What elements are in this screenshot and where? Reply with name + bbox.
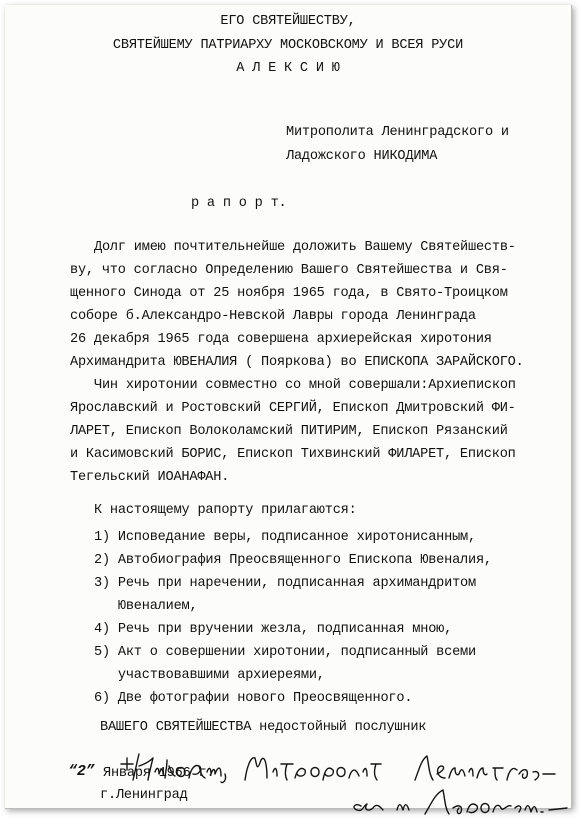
attachment-item: 5) Акт о совершении хиротонии, подписанный всеми — [94, 645, 476, 660]
attachment-item: 3) Речь при наречении, подписанная архимандритом — [94, 576, 476, 591]
closing-line: ВАШЕГО СВЯТЕЙШЕСТВА недостойный послушник — [100, 720, 427, 735]
place-text: г.Ленинград — [100, 788, 188, 803]
date-day: “2” — [68, 763, 95, 780]
sender-line-1: Митрополита Ленинградского и — [286, 125, 509, 140]
paragraph-1-line: соборе б.Александро-Невской Лавры города Ленинграда — [70, 309, 476, 324]
attachment-item: 4) Речь при вручении жезла, подписанная мною, — [94, 622, 453, 637]
attachment-item: участвовавшими архиереями, — [94, 668, 325, 683]
paragraph-1-line: Долг имею почтительнейше доложить Вашему Святейшеств- — [94, 240, 516, 255]
sender-line-2: Ладожского НИКОДИМА — [286, 149, 438, 164]
paragraph-2-line: и Касимовский БОРИС, Епископ Тихвинский ФИЛАРЕТ, Епископ — [70, 447, 516, 462]
handwritten-signature — [115, 750, 575, 820]
paragraph-2-line: Чин хиротонии совместно со мной совершали:Архиепископ — [94, 378, 516, 393]
attachment-item: 1) Исповедание веры, подписанное хиротонисанным, — [94, 530, 476, 545]
paragraph-2-line: Тегельский ИОАНАФАН. — [70, 470, 230, 485]
addressee-line-2: СВЯТЕЙШЕМУ ПАТРИАРХУ МОСКОВСКОМУ И ВСЕЯ РУСИ — [112, 38, 464, 53]
addressee-line-3: А Л Е К С И Ю — [236, 61, 340, 76]
signature-scribble — [115, 750, 575, 820]
attachment-item: Ювеналием, — [94, 599, 198, 614]
paragraph-1-line: Архимандрита ЮВЕНАЛИЯ ( Пояркова) во ЕПИСКОПА ЗАРАЙСКОГО. — [70, 355, 524, 370]
paragraph-1-line: ву, что согласно Определению Вашего Святейшества и Свя- — [70, 263, 508, 278]
paragraph-1-line: щенного Синода от 25 ноября 1965 года, в Свято-Троицком — [70, 286, 508, 301]
paragraph-2-line: ЛАРЕТ, Епископ Волоколамский ПИТИРИМ, Епископ Рязанский — [70, 424, 508, 439]
date-day-number: 2 — [76, 763, 86, 780]
paragraph-1-line: 26 декабря 1965 года совершена архиерейская хиротония — [70, 332, 492, 347]
attachment-item: 2) Автобиография Преосвященного Епископа Ювеналия, — [94, 553, 492, 568]
attachment-item: 6) Две фотографии нового Преосвященного. — [94, 691, 413, 706]
attachments-intro: К настоящему рапорту прилагаются: — [94, 503, 357, 518]
date-text: Января 1966 г. — [103, 766, 215, 781]
document-page — [5, 5, 572, 809]
paragraph-2-line: Ярославский и Ростовский СЕРГИЙ, Епископ Дмитровский ФИ- — [70, 401, 516, 416]
addressee-line-1: ЕГО СВЯТЕЙШЕСТВУ, — [220, 14, 356, 29]
document-type: р а п о р т. — [191, 196, 287, 211]
